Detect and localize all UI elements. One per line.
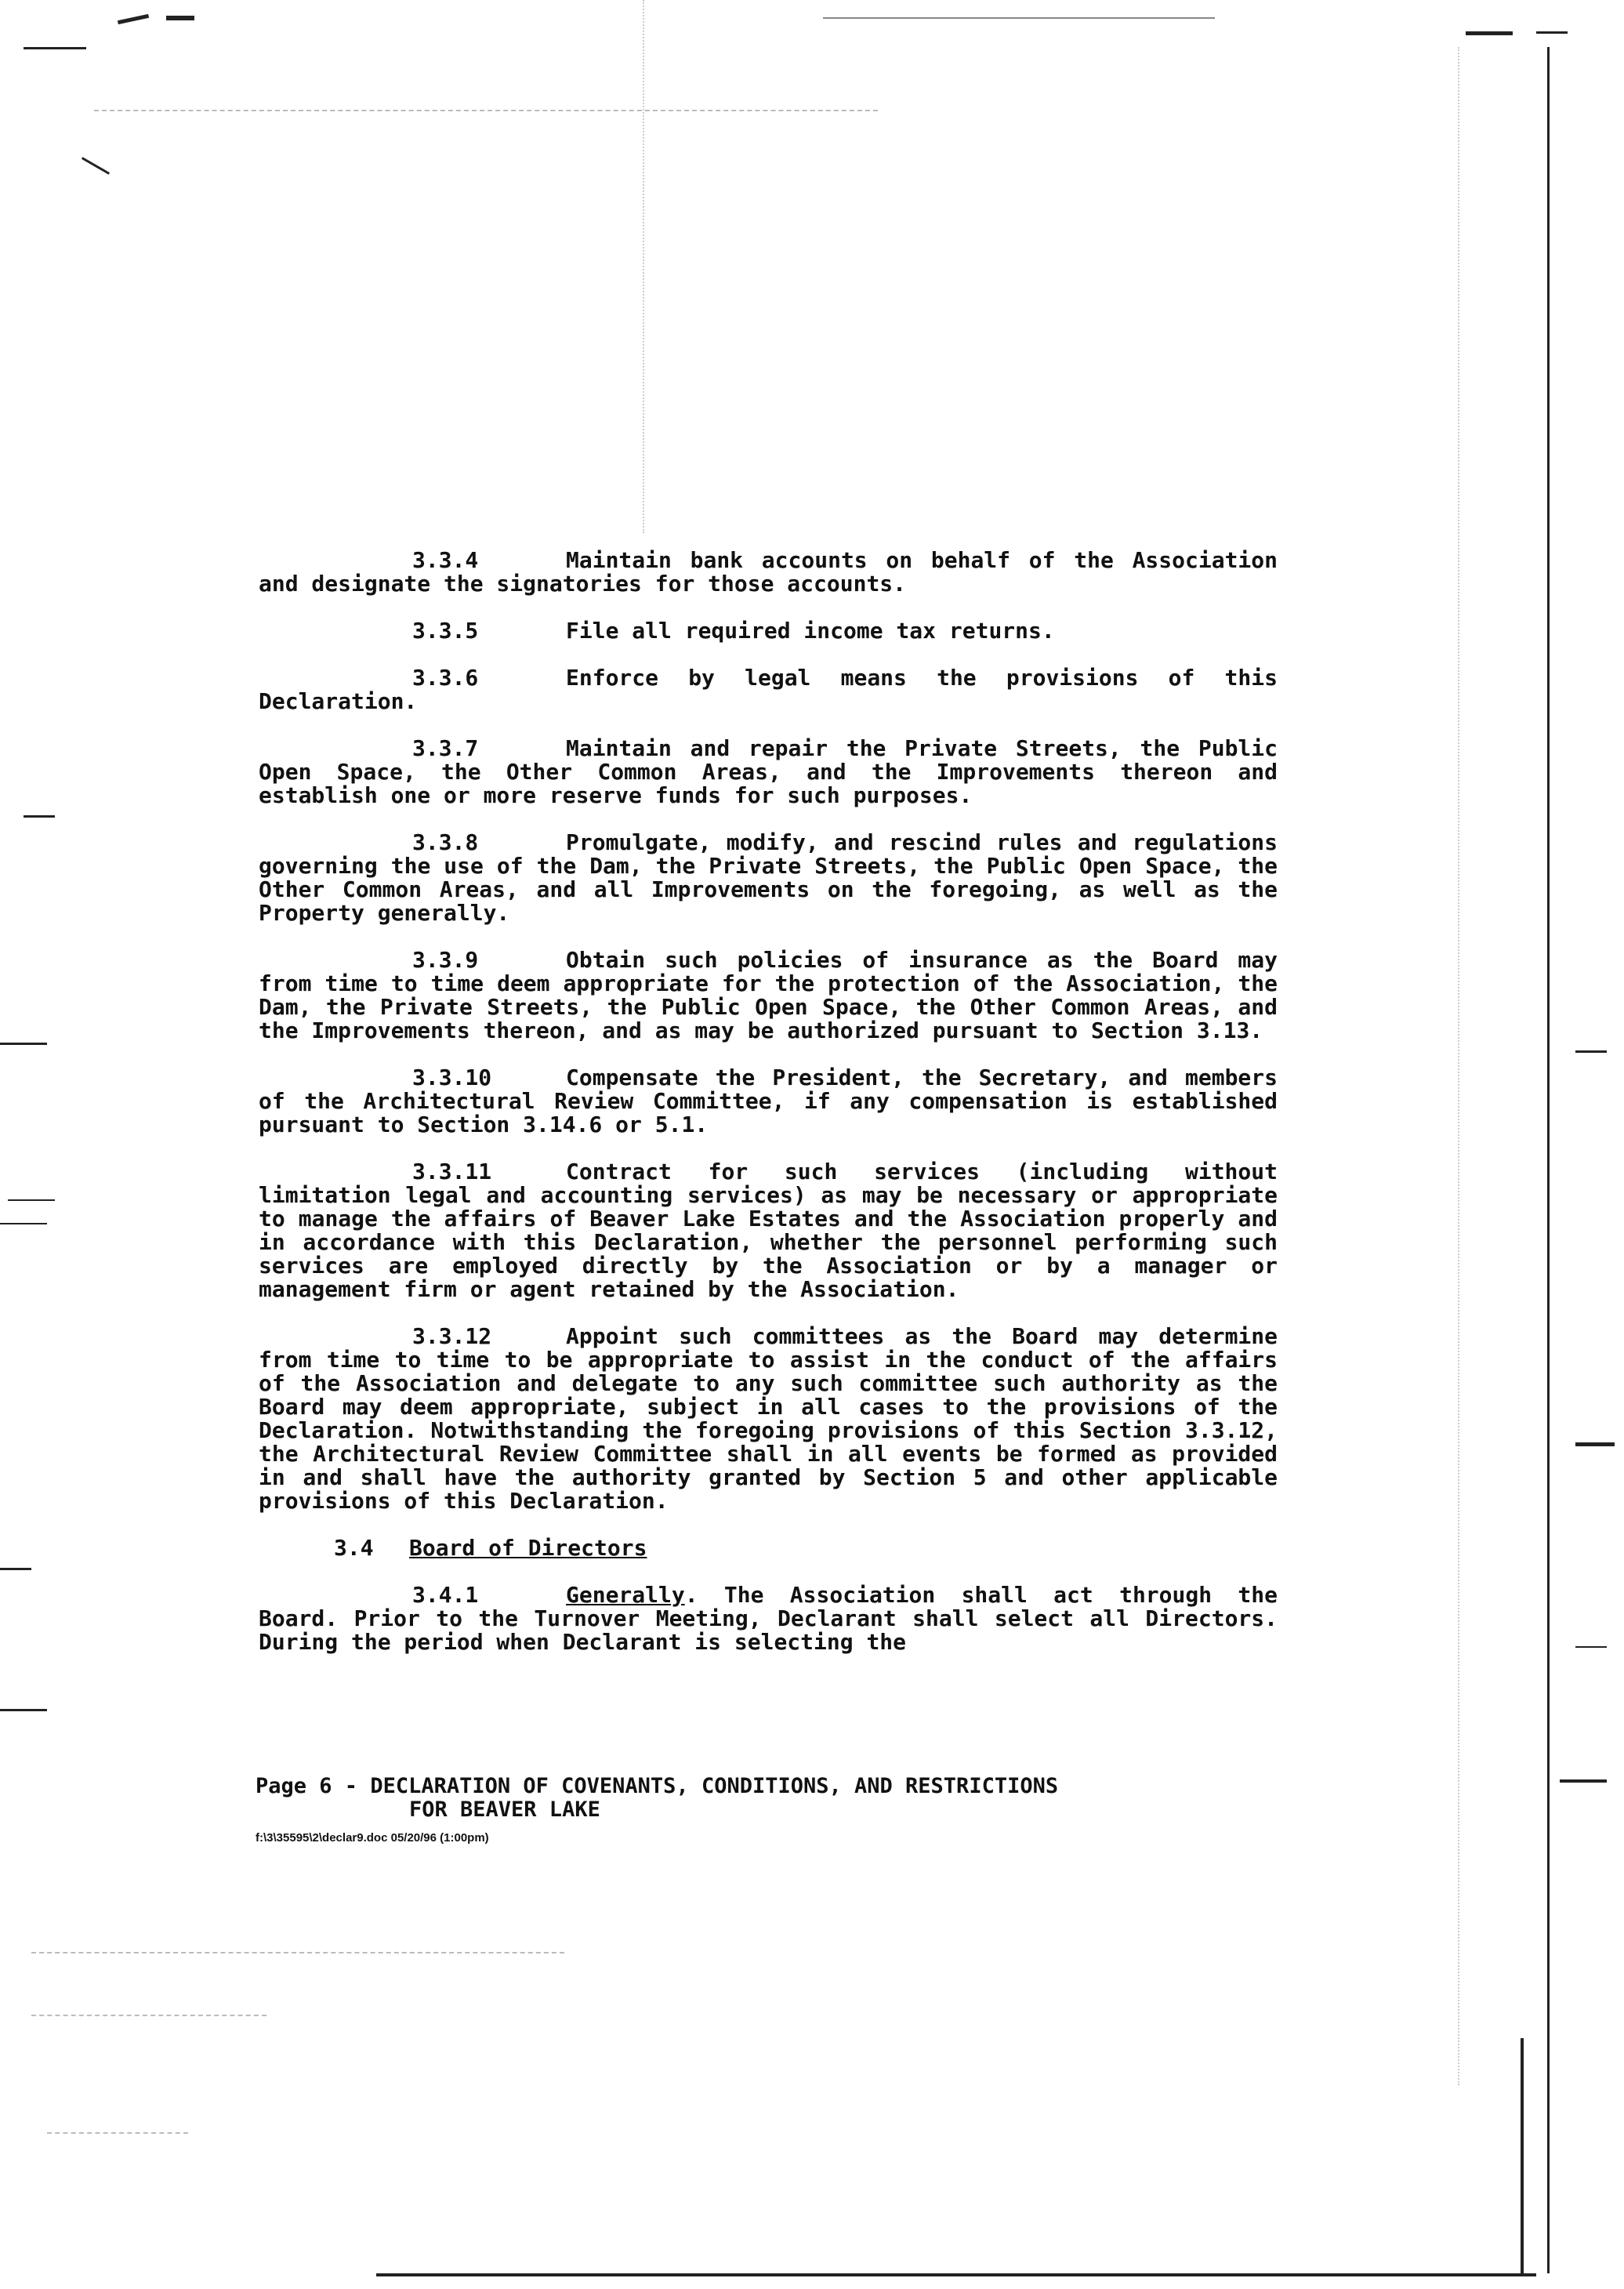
section-text: Contract for such services (including without limitation legal and accounting services) as may be necessary or appropriate to manage the affairs of Beaver Lake Estates and the Association properly and in accordance with this Declaration, whether the personnel performing such services are employed directly by the Association or by a manager or management firm or agent retained by the Association. — [259, 1159, 1278, 1302]
section-text: Obtain such policies of insurance as the Board may from time to time deem appropriate for the protection of the Association, the Dam, the Private Streets, the Public Open Space, the Other Common Areas, and the Improvements thereon, and as may be authorized pursuant to Section 3.13. — [259, 947, 1278, 1043]
section-number: 3.4.1 — [412, 1582, 479, 1608]
scan-line — [1458, 47, 1459, 2085]
scan-mark — [1575, 1646, 1607, 1648]
section-number: 3.3.8 — [412, 829, 479, 855]
section-3-3-11 — [259, 1160, 1278, 1301]
section-number: 3.3.4 — [412, 547, 479, 573]
scan-mark — [1466, 31, 1513, 35]
scan-mark — [24, 47, 86, 49]
scan-mark — [166, 16, 194, 20]
scan-mark — [0, 1709, 47, 1711]
section-text: . The Association shall act through the Board. Prior to the Turnover Meeting, Declarant shall select all Directors. During the period when Declarant is selecting the — [259, 1582, 1278, 1655]
scan-line — [31, 1952, 564, 1953]
scan-mark — [0, 1568, 31, 1570]
section-3-3-12 — [259, 1325, 1278, 1513]
section-text: Promulgate, modify, and rescind rules and regulations governing the use of the Dam, the Private Streets, the Public Open Space, the Other Common Areas, and all Improvements on the foregoing, as well as the Property generally. — [259, 829, 1278, 926]
section-text: Maintain bank accounts on behalf of the Association and designate the signatories for those accounts. — [259, 547, 1278, 597]
section-text: Enforce by legal means the provisions of this Declaration. — [259, 665, 1278, 714]
section-3-3-7 — [259, 737, 1278, 807]
page-number: Page 6 - — [256, 1774, 358, 1798]
section-text: Compensate the President, the Secretary, and members of the Architectural Review Committee, if any compensation is established pursuant to Section 3.14.6 or 5.1. — [259, 1065, 1278, 1137]
scan-mark — [0, 1043, 47, 1045]
section-3-3-10 — [259, 1066, 1278, 1137]
scan-mark — [376, 2273, 1536, 2276]
subsection-title: Generally — [566, 1582, 685, 1608]
scan-mark — [118, 14, 149, 24]
scan-mark — [0, 1223, 47, 1224]
scan-mark — [24, 815, 55, 818]
scan-line — [31, 2015, 266, 2016]
section-heading — [259, 1536, 1278, 1560]
scan-line — [47, 2132, 188, 2134]
section-number: 3.3.5 — [412, 618, 479, 644]
scan-mark — [1547, 47, 1550, 2273]
scan-mark — [1575, 1442, 1615, 1446]
section-3-3-6 — [259, 666, 1278, 713]
heading-title: Board of Directors — [409, 1535, 647, 1561]
footer-line-1 — [256, 1775, 1290, 1798]
footer-line-2 — [256, 1798, 1290, 1822]
footer-title-continued: FOR BEAVER LAKE — [409, 1797, 600, 1822]
file-path: f:\3\35595\2\declar9.doc 05/20/96 (1:00pm) — [256, 1831, 489, 1845]
scan-mark — [1521, 2038, 1524, 2273]
section-3-4-1 — [259, 1583, 1278, 1654]
section-3-3-5 — [259, 619, 1278, 643]
scan-mark — [82, 157, 110, 175]
section-number: 3.3.10 — [412, 1065, 492, 1090]
section-number: 3.3.9 — [412, 947, 479, 973]
section-number: 3.3.7 — [412, 735, 479, 761]
section-text: File all required income tax returns. — [566, 618, 1055, 644]
heading-number: 3.4 — [334, 1535, 374, 1561]
scan-mark — [8, 1199, 55, 1201]
document-body — [259, 549, 1278, 1678]
section-text: Appoint such committees as the Board may determine from time to time to be appropriate to assist in the conduct of the affairs of the Association and delegate to any such committee such authority as the Board may deem appropriate, subject in all cases to the provisions of the Declaration. Notwithstanding the foregoing provisions of this Section 3.3.12, the Architectural Review Committee shall in all events be formed as provided in and shall have the authority granted by Section 5 and other applicable provisions of this Declaration. — [259, 1323, 1278, 1514]
section-3-3-9 — [259, 949, 1278, 1043]
section-text: Maintain and repair the Private Streets, the Public Open Space, the Other Common Areas, and the Improvements thereon and establish one or more reserve funds for such purposes. — [259, 735, 1278, 808]
section-number: 3.3.11 — [412, 1159, 492, 1184]
section-number: 3.3.12 — [412, 1323, 492, 1349]
section-3-3-4 — [259, 549, 1278, 596]
scan-line — [643, 0, 644, 533]
footer-title: DECLARATION OF COVENANTS, CONDITIONS, AND RESTRICTIONS — [370, 1774, 1059, 1798]
scan-mark — [1560, 1779, 1607, 1783]
section-3-3-8 — [259, 831, 1278, 925]
scan-mark — [1536, 31, 1568, 34]
page-footer — [256, 1775, 1290, 1822]
scan-mark — [823, 17, 1215, 19]
scan-mark — [1575, 1050, 1607, 1053]
section-number: 3.3.6 — [412, 665, 479, 691]
scan-line — [94, 110, 878, 111]
